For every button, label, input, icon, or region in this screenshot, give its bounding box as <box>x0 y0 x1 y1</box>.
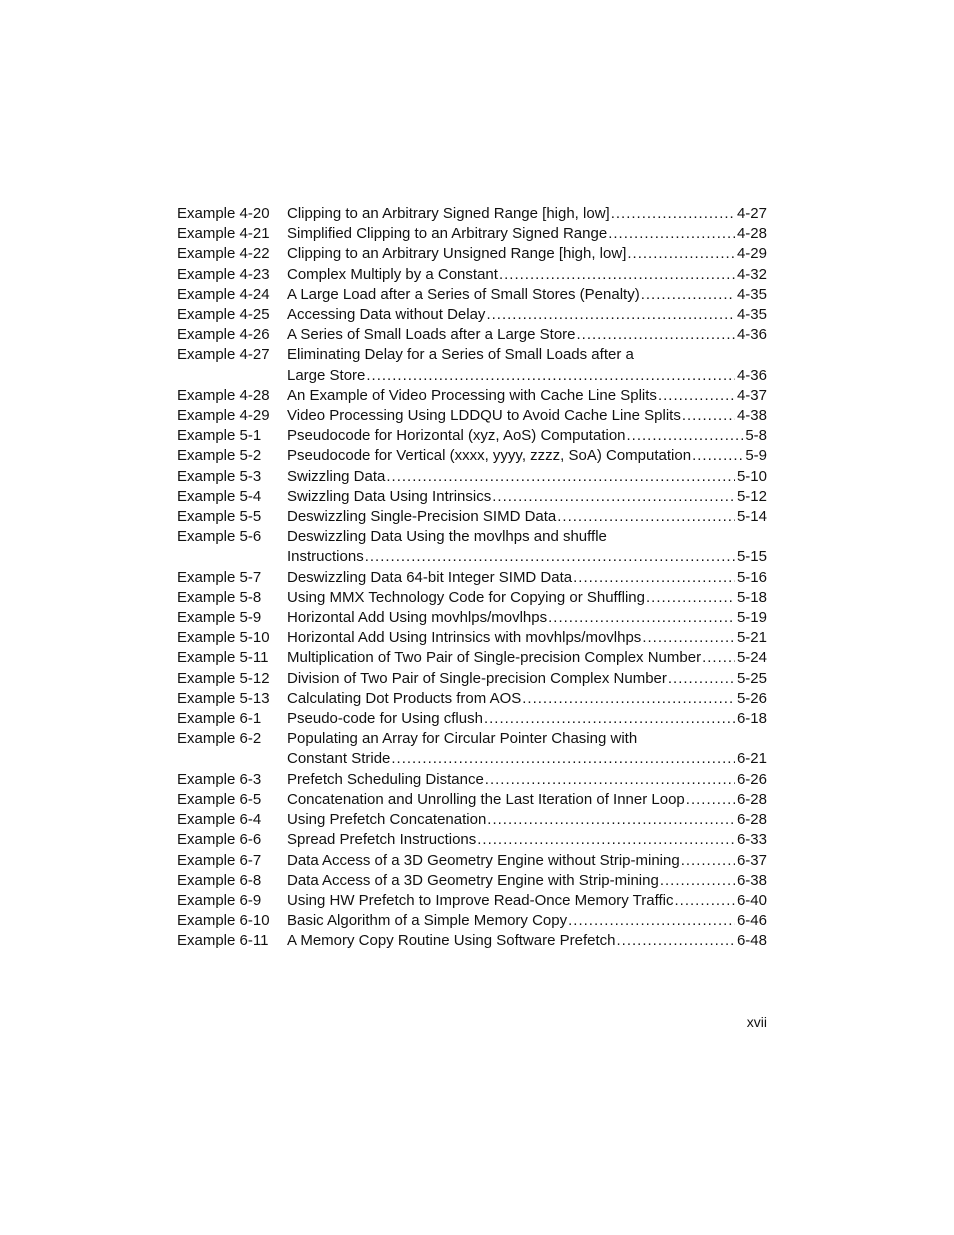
dot-leader <box>641 285 735 305</box>
dot-leader <box>692 446 743 466</box>
dot-leader <box>627 244 735 264</box>
toc-entry-page: 5-25 <box>736 669 767 687</box>
toc-entry-line <box>287 547 767 567</box>
toc-entry-label: Example 6-5 <box>177 790 262 808</box>
toc-entry-line <box>287 426 767 446</box>
dot-leader <box>608 224 735 244</box>
toc-entry-page: 4-35 <box>736 306 767 324</box>
toc-entry-line <box>287 244 767 264</box>
dot-leader <box>484 709 735 729</box>
toc-entry-title: Calculating Dot Products from AOS <box>287 689 522 707</box>
toc-entry-label: Example 4-21 <box>177 225 270 243</box>
toc-entry-line <box>287 749 767 769</box>
toc-entry-page: 4-29 <box>736 245 767 263</box>
toc-entry-title: Basic Algorithm of a Simple Memory Copy <box>287 912 568 930</box>
toc-entry-line <box>287 386 767 406</box>
toc-entry-label: Example 6-2 <box>177 730 262 748</box>
toc-entry-page: 5-10 <box>736 467 767 485</box>
toc-entry-title-line1: Populating an Array for Circular Pointer Chasing with <box>287 730 638 748</box>
toc-entry[interactable] <box>177 305 767 325</box>
toc-entry-line <box>287 588 767 608</box>
toc-entry-title: Pseudocode for Vertical (xxxx, yyyy, zzzz, SoA) Computation <box>287 447 692 465</box>
toc-entry[interactable] <box>177 568 767 588</box>
toc-entry-page: 6-21 <box>736 750 767 768</box>
dot-leader <box>477 830 735 850</box>
toc-entry-line <box>287 810 767 830</box>
toc-entry-body <box>287 709 767 729</box>
toc-entry[interactable] <box>177 729 767 769</box>
toc-entry-page: 6-28 <box>736 790 767 808</box>
toc-entry-page: 5-21 <box>736 629 767 647</box>
dot-leader <box>485 770 735 790</box>
dot-leader <box>499 265 735 285</box>
toc-entry-page: 5-19 <box>736 609 767 627</box>
toc-entry-body <box>287 386 767 406</box>
toc-entry[interactable] <box>177 790 767 810</box>
toc-entry[interactable] <box>177 669 767 689</box>
toc-entry-line <box>287 648 767 668</box>
toc-entry-body <box>287 345 767 385</box>
toc-entry-title: Pseudocode for Horizontal (xyz, AoS) Computation <box>287 427 626 445</box>
toc-entry-title: Swizzling Data Using Intrinsics <box>287 487 492 505</box>
toc-entry-title: A Memory Copy Routine Using Software Prefetch <box>287 932 616 950</box>
toc-entry-line <box>287 790 767 810</box>
toc-entry-line <box>287 265 767 285</box>
toc-entry-body <box>287 467 767 487</box>
toc-entry-label: Example 6-4 <box>177 811 262 829</box>
toc-entry-line <box>287 487 767 507</box>
toc-entry-label: Example 4-26 <box>177 326 270 344</box>
toc-list <box>177 204 767 952</box>
toc-entry-label: Example 5-3 <box>177 467 262 485</box>
toc-entry-line <box>287 305 767 325</box>
toc-entry-label: Example 5-11 <box>177 649 269 667</box>
toc-entry-page: 6-26 <box>736 770 767 788</box>
toc-entry-title: Using MMX Technology Code for Copying or Shuffling <box>287 588 645 606</box>
toc-entry-page: 4-32 <box>736 265 767 283</box>
toc-entry-label: Example 4-23 <box>177 265 270 283</box>
toc-entry-page: 6-33 <box>736 831 767 849</box>
toc-entry-line <box>287 467 767 487</box>
toc-entry-body <box>287 810 767 830</box>
dot-leader <box>681 851 735 871</box>
toc-entry-line <box>287 568 767 588</box>
toc-entry-page: 4-28 <box>736 225 767 243</box>
toc-entry[interactable] <box>177 325 767 345</box>
toc-entry-page: 5-18 <box>736 588 767 606</box>
toc-entry-title: Accessing Data without Delay <box>287 306 486 324</box>
toc-entry-line <box>287 507 767 527</box>
toc-entry-body <box>287 244 767 264</box>
dot-leader <box>660 871 735 891</box>
toc-entry[interactable] <box>177 446 767 466</box>
dot-leader <box>548 608 735 628</box>
toc-entry-title: A Large Load after a Series of Small Stores (Penalty) <box>287 285 640 303</box>
dot-leader <box>642 628 735 648</box>
toc-entry-body <box>287 406 767 426</box>
toc-entry-page: 5-12 <box>736 487 767 505</box>
toc-entry[interactable] <box>177 770 767 790</box>
toc-entry-line <box>287 204 767 224</box>
toc-entry-line <box>287 406 767 426</box>
toc-entry-label: Example 4-20 <box>177 205 270 222</box>
dot-leader <box>675 891 735 911</box>
toc-entry-title-line1: Eliminating Delay for a Series of Small Loads after a <box>287 346 634 364</box>
dot-leader <box>366 366 735 386</box>
toc-entry-line <box>287 224 767 244</box>
toc-entry-title: A Series of Small Loads after a Large Store <box>287 326 576 344</box>
toc-entry-page: 6-37 <box>736 851 767 869</box>
toc-entry-body <box>287 568 767 588</box>
toc-entry-title: Deswizzling Data 64-bit Integer SIMD Data <box>287 568 573 586</box>
toc-entry-page: 6-38 <box>736 871 767 889</box>
toc-entry[interactable] <box>177 871 767 891</box>
toc-entry-line <box>287 911 767 931</box>
toc-entry[interactable] <box>177 386 767 406</box>
toc-entry-title: Horizontal Add Using Intrinsics with movhlps/movlhps <box>287 629 642 647</box>
toc-entry-title: Division of Two Pair of Single-precision Complex Number <box>287 669 667 687</box>
toc-entry-body <box>287 325 767 345</box>
dot-leader <box>646 588 735 608</box>
page-number: xvii <box>746 1014 767 1030</box>
dot-leader <box>386 467 735 487</box>
toc-entry-label: Example 6-11 <box>177 932 269 950</box>
toc-entry-body <box>287 770 767 790</box>
toc-entry-line <box>287 871 767 891</box>
toc-entry-title: Swizzling Data <box>287 467 386 485</box>
toc-entry[interactable] <box>177 406 767 426</box>
toc-entry-label: Example 6-7 <box>177 851 262 869</box>
toc-entry-page: 5-15 <box>736 548 767 566</box>
toc-entry-page: 4-27 <box>736 205 767 222</box>
toc-entry-body <box>287 285 767 305</box>
toc-entry-label: Example 5-8 <box>177 588 262 606</box>
toc-entry-page: 6-46 <box>736 912 767 930</box>
toc-entry-label: Example 5-6 <box>177 528 262 546</box>
dot-leader <box>391 749 735 769</box>
toc-entry[interactable] <box>177 911 767 931</box>
toc-entry-title: An Example of Video Processing with Cache Line Splits <box>287 386 657 404</box>
toc-entry-label: Example 4-25 <box>177 306 270 324</box>
toc-entry-page: 4-37 <box>736 386 767 404</box>
dot-leader <box>492 487 735 507</box>
toc-entry-body <box>287 527 767 567</box>
toc-entry-title: Deswizzling Single-Precision SIMD Data <box>287 508 557 526</box>
toc-entry-page: 5-8 <box>745 427 767 445</box>
toc-entry-label: Example 5-9 <box>177 609 262 627</box>
toc-entry[interactable] <box>177 851 767 871</box>
toc-entry-line <box>287 830 767 850</box>
toc-entry-title: Using HW Prefetch to Improve Read-Once Memory Traffic <box>287 891 674 909</box>
toc-entry-body <box>287 608 767 628</box>
toc-entry[interactable] <box>177 830 767 850</box>
toc-entry-page: 4-36 <box>736 326 767 344</box>
toc-entry[interactable] <box>177 628 767 648</box>
toc-entry-title: Data Access of a 3D Geometry Engine without Strip-mining <box>287 851 680 869</box>
toc-entry[interactable] <box>177 426 767 446</box>
toc-entry-body <box>287 426 767 446</box>
toc-entry-label: Example 4-29 <box>177 407 270 425</box>
toc-entry-page: 6-28 <box>736 811 767 829</box>
toc-entry[interactable] <box>177 467 767 487</box>
dot-leader <box>702 648 735 668</box>
toc-entry-line <box>287 446 767 466</box>
toc-entry-label: Example 6-1 <box>177 710 262 728</box>
toc-entry-label: Example 6-10 <box>177 912 270 930</box>
toc-entry-title: Data Access of a 3D Geometry Engine with Strip-mining <box>287 871 659 889</box>
toc-entry-title: Video Processing Using LDDQU to Avoid Cache Line Splits <box>287 407 681 425</box>
toc-entry-label: Example 5-2 <box>177 447 262 465</box>
toc-entry-label: Example 4-22 <box>177 245 270 263</box>
toc-entry-body <box>287 204 767 224</box>
toc-entry-line <box>287 628 767 648</box>
toc-entry-body <box>287 871 767 891</box>
toc-entry-title: Prefetch Scheduling Distance <box>287 770 484 788</box>
toc-entry-body <box>287 790 767 810</box>
toc-entry-body <box>287 265 767 285</box>
toc-entry-body <box>287 507 767 527</box>
toc-entry[interactable] <box>177 608 767 628</box>
toc-entry-title: Simplified Clipping to an Arbitrary Signed Range <box>287 225 608 243</box>
toc-entry[interactable] <box>177 345 767 385</box>
toc-entry-label: Example 5-4 <box>177 487 262 505</box>
toc-entry-page: 6-48 <box>736 932 767 950</box>
toc-entry-body <box>287 224 767 244</box>
toc-entry-label: Example 6-6 <box>177 831 262 849</box>
dot-leader <box>686 790 735 810</box>
toc-entry-line <box>287 770 767 790</box>
toc-entry-line <box>287 325 767 345</box>
toc-entry[interactable] <box>177 891 767 911</box>
dot-leader <box>487 810 735 830</box>
toc-entry[interactable] <box>177 588 767 608</box>
toc-entry-title: Instructions <box>287 548 364 566</box>
toc-entry[interactable] <box>177 810 767 830</box>
toc-entry-body <box>287 830 767 850</box>
toc-entry-label: Example 5-5 <box>177 508 262 526</box>
toc-entry-label: Example 6-3 <box>177 770 262 788</box>
toc-entry-body <box>287 911 767 931</box>
toc-entry-title: Horizontal Add Using movhlps/movlhps <box>287 609 548 627</box>
toc-entry-body <box>287 851 767 871</box>
toc-entry[interactable] <box>177 224 767 244</box>
toc-entry-title: Multiplication of Two Pair of Single-precision Complex Number <box>287 649 702 667</box>
toc-entry-line <box>287 709 767 729</box>
toc-entry[interactable] <box>177 265 767 285</box>
toc-entry-line <box>287 669 767 689</box>
toc-entry-label: Example 5-1 <box>177 427 262 445</box>
toc-entry-title: Using Prefetch Concatenation <box>287 811 487 829</box>
toc-entry-line <box>287 608 767 628</box>
toc-entry[interactable] <box>177 689 767 709</box>
toc-entry-title: Spread Prefetch Instructions <box>287 831 477 849</box>
toc-entry-page: 5-16 <box>736 568 767 586</box>
toc-entry-body <box>287 305 767 325</box>
toc-entry[interactable] <box>177 285 767 305</box>
toc-entry[interactable] <box>177 931 767 951</box>
toc-entry-body <box>287 648 767 668</box>
toc-entry-title: Complex Multiply by a Constant <box>287 265 498 283</box>
toc-entry-page: 6-40 <box>736 891 767 909</box>
toc-entry[interactable] <box>177 709 767 729</box>
dot-leader <box>627 426 744 446</box>
toc-entry-page: 5-26 <box>736 689 767 707</box>
dot-leader <box>668 669 735 689</box>
toc-entry-body <box>287 669 767 689</box>
toc-entry-title: Clipping to an Arbitrary Signed Range [high, low] <box>287 205 610 222</box>
toc-entry-body <box>287 446 767 466</box>
dot-leader <box>616 931 734 951</box>
dot-leader <box>658 386 735 406</box>
toc-entry-label: Example 4-27 <box>177 346 270 364</box>
dot-leader <box>568 911 735 931</box>
dot-leader <box>365 547 735 567</box>
dot-leader <box>573 568 735 588</box>
toc-entry-label: Example 4-24 <box>177 285 270 303</box>
toc-entry-page: 5-24 <box>736 649 767 667</box>
toc-entry-title: Large Store <box>287 366 366 384</box>
toc-entry[interactable] <box>177 507 767 527</box>
toc-entry-body <box>287 891 767 911</box>
toc-entry-line <box>287 891 767 911</box>
toc-entry-page: 4-36 <box>736 366 767 384</box>
toc-entry[interactable] <box>177 487 767 507</box>
toc-entry-label: Example 5-12 <box>177 669 270 687</box>
toc-entry-page: 5-9 <box>745 447 767 465</box>
toc-entry-title: Pseudo-code for Using cflush <box>287 710 483 728</box>
dot-leader <box>557 507 735 527</box>
dot-leader <box>486 305 735 325</box>
toc-entry[interactable] <box>177 204 767 224</box>
toc-entry-title: Concatenation and Unrolling the Last Iteration of Inner Loop <box>287 790 685 808</box>
toc-entry-label: Example 4-28 <box>177 386 270 404</box>
toc-entry-line <box>287 931 767 951</box>
toc-entry-page: 5-14 <box>736 508 767 526</box>
dot-leader <box>522 689 735 709</box>
toc-entry-label: Example 6-8 <box>177 871 262 889</box>
toc-entry-body <box>287 931 767 951</box>
toc-entry-page: 6-18 <box>736 710 767 728</box>
dot-leader <box>611 204 735 224</box>
toc-entry[interactable] <box>177 648 767 668</box>
toc-entry-line <box>287 851 767 871</box>
toc-entry-body <box>287 729 767 769</box>
toc-entry-body <box>287 628 767 648</box>
dot-leader <box>577 325 735 345</box>
toc-entry-line <box>287 689 767 709</box>
toc-entry-label: Example 5-7 <box>177 568 262 586</box>
toc-entry-page: 4-35 <box>736 285 767 303</box>
toc-entry-line <box>287 366 767 386</box>
dot-leader <box>682 406 735 426</box>
toc-entry-body <box>287 689 767 709</box>
toc-entry-page: 4-38 <box>736 407 767 425</box>
toc-entry-label: Example 6-9 <box>177 891 262 909</box>
toc-entry-line <box>287 285 767 305</box>
toc-entry[interactable] <box>177 527 767 567</box>
toc-entry-title: Constant Stride <box>287 750 391 768</box>
toc-entry-title-line1: Deswizzling Data Using the movlhps and shuffle <box>287 528 607 546</box>
toc-entry[interactable] <box>177 244 767 264</box>
toc-entry-body <box>287 487 767 507</box>
toc-entry-label: Example 5-10 <box>177 629 270 647</box>
toc-entry-title: Clipping to an Arbitrary Unsigned Range [high, low] <box>287 245 627 263</box>
toc-entry-label: Example 5-13 <box>177 689 270 707</box>
toc-entry-body <box>287 588 767 608</box>
